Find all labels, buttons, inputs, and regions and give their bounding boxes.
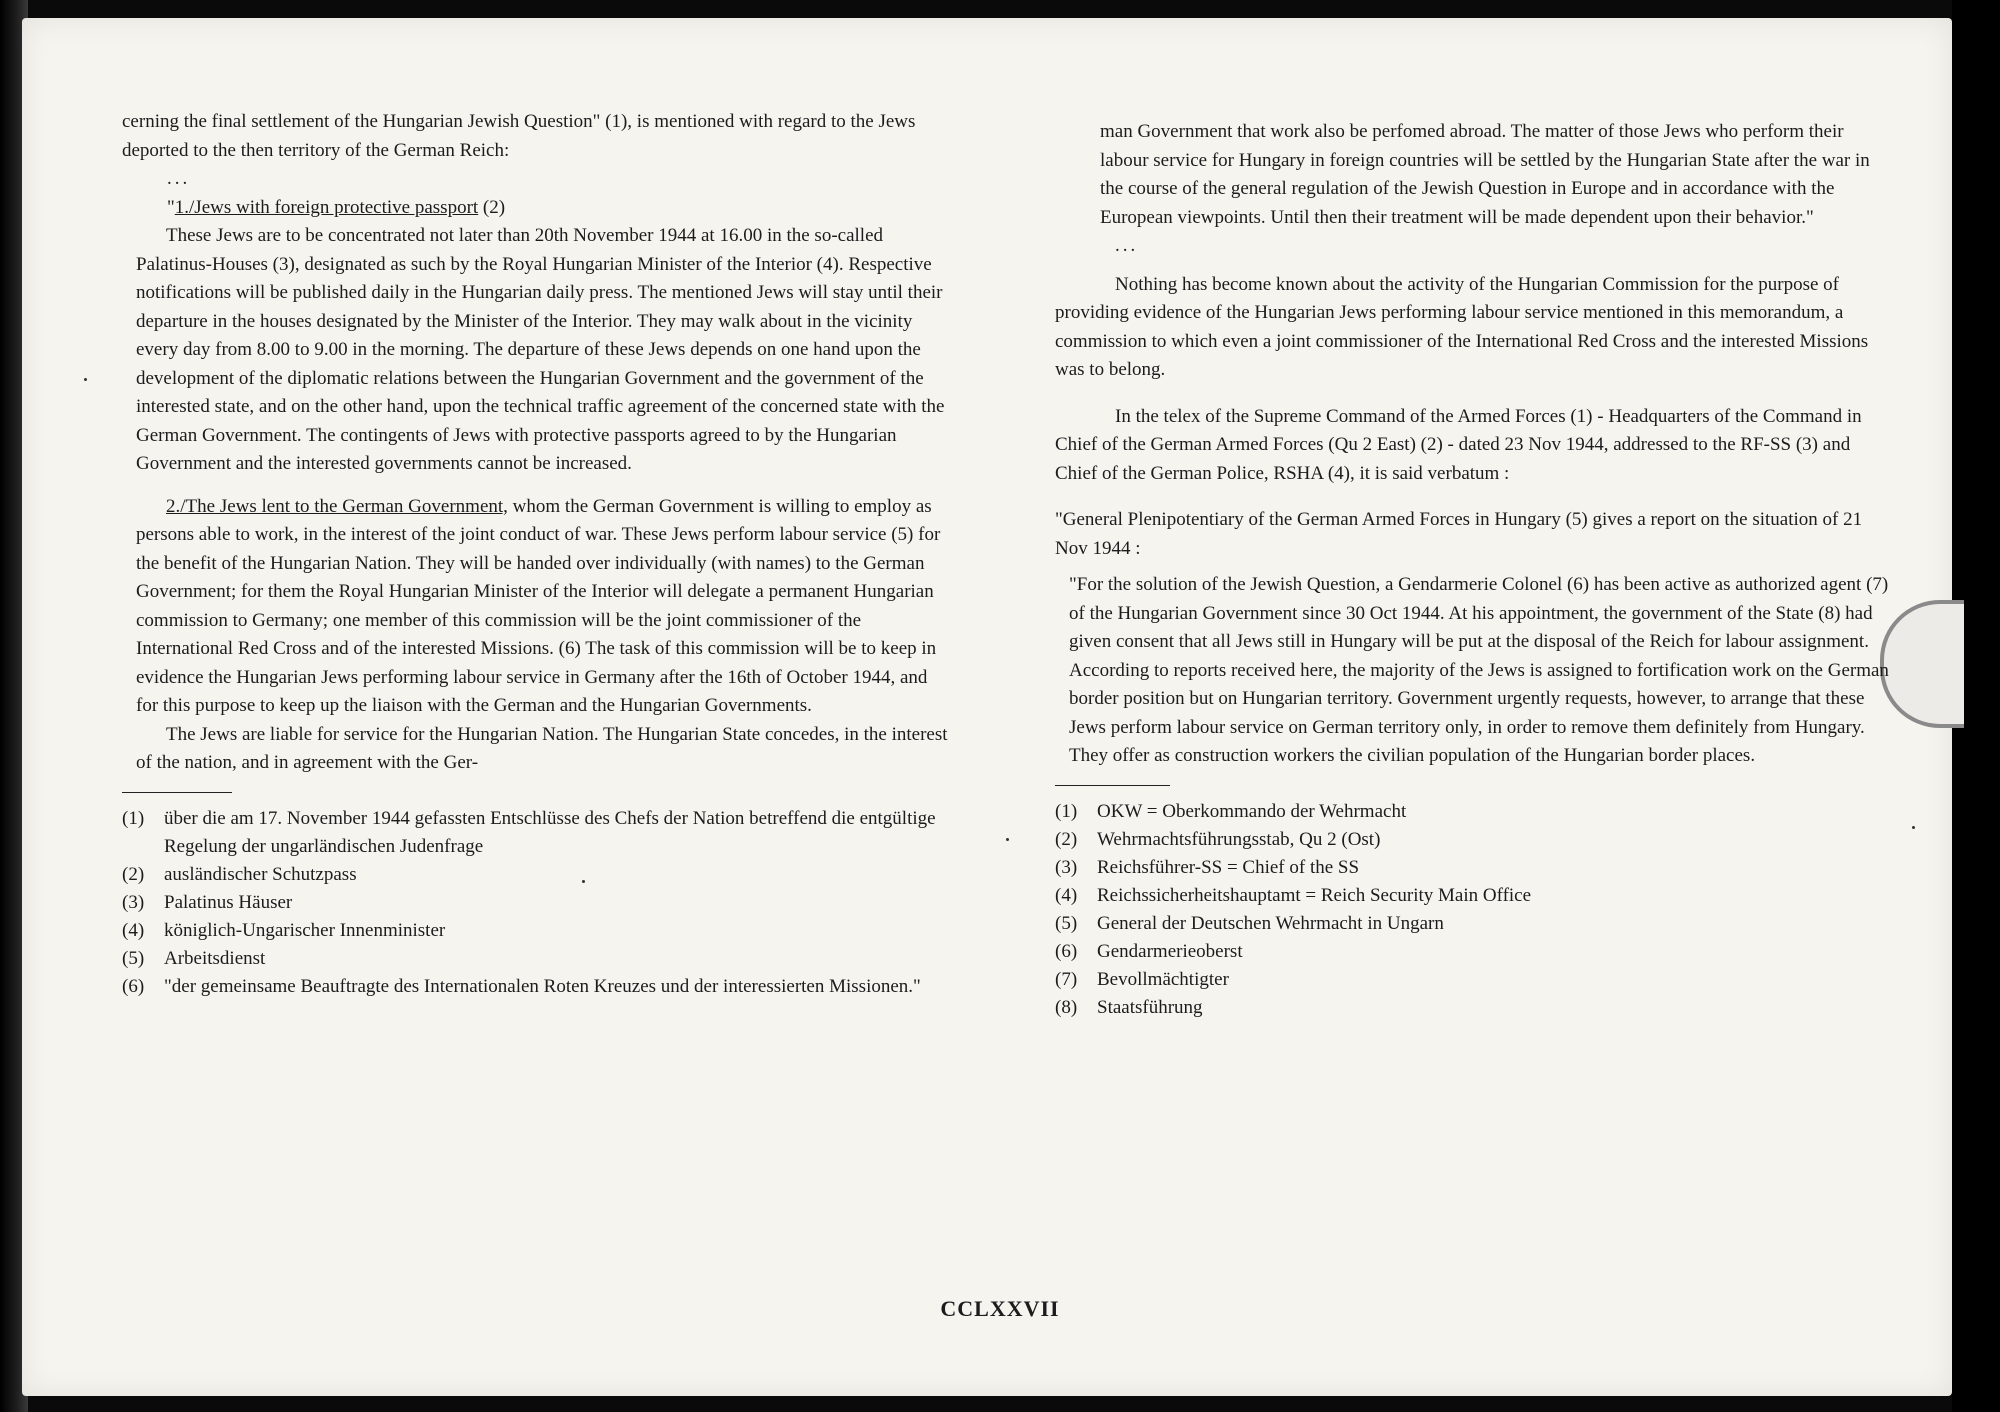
continuation-paragraph: man Government that work also be perfomed abroad. The matter of those Jews who perform their labour service for Hungary in foreign countries will be settled by the Hungarian State after the war in the course of the general regulation of the Jewish Question in Europe and in accordance with the European viewpoints. Until then their treatment will be made dependent upon their behavior." <box>1100 121 1870 228</box>
item1-heading-line <box>122 194 952 223</box>
commission-paragraph: Nothing has become known about the activity of the Hungarian Commission for the purpose of providing evidence of the Hungarian Jews performing labour service mentioned in this memorandum, a commission to which even a joint commissioner of the International Red Cross and the interested Missions was to belong. <box>1055 273 1869 380</box>
footnote-number: (5) <box>1055 912 1078 934</box>
item2-continuation: The Jews are liable for service for the Hungarian Nation. The Hungarian State concedes, in the interest of the nation, and in agreement with the Ger- <box>136 723 948 773</box>
left-footnotes <box>122 805 952 1001</box>
item2-heading: 2./The Jews lent to the German Government, <box>166 495 508 517</box>
footnote-number: (7) <box>1055 968 1078 990</box>
footnote-divider <box>122 792 232 793</box>
footnote-text: Reichsführer-SS = Chief of the SS <box>1097 856 1360 878</box>
footnote-text: königlich-Ungarischer Innenminister <box>164 919 446 941</box>
page-number: CCLXXVII <box>940 1296 1060 1321</box>
item1-heading: 1./Jews with foreign protective passport <box>174 196 479 218</box>
footnote <box>1055 910 1895 938</box>
footnote-text: ausländischer Schutzpass <box>164 863 357 885</box>
footnote <box>1055 938 1895 966</box>
item2-body: whom the German Government is willing to employ as persons able to work, in the interest of the joint conduct of war. These Jews perform labour service (5) for the benefit of the Hungarian Nation. They will be handed over individually (with names) to the German Government; for them the Royal Hungarian Minister of the Interior will delegate a permanent Hungarian commission to Germany; one member of this commission will be the joint commissioner of the International Red Cross and of the interested Missions. (6) The task of this commission will be to keep in evidence the Hungarian Jews performing labour service in Germany after the 16th of October 1944, and for this purpose to keep up the liaison with the German and the Hungarian Governments. <box>136 495 941 716</box>
footnote <box>122 973 952 1001</box>
scan-speck <box>84 378 87 381</box>
footnote <box>1055 798 1895 826</box>
scan-speck <box>1912 826 1915 829</box>
footnote-number: (5) <box>122 947 145 969</box>
footnote-text: "der gemeinsame Beauftragte des Internationalen Roten Kreuzes und der interessierten Missionen." <box>164 975 921 997</box>
footnote <box>122 945 952 973</box>
footnote-number: (3) <box>1055 856 1078 878</box>
footnote-text: über die am 17. November 1944 gefassten Entschlüsse des Chefs der Nation betreffend die entgültige Regelung der ungarländischen Judenfrage <box>164 807 936 857</box>
footnote-number: (6) <box>1055 940 1078 962</box>
footnote <box>1055 854 1895 882</box>
footnote-number: (3) <box>122 891 145 913</box>
footnote-text: General der Deutschen Wehrmacht in Ungarn <box>1097 912 1444 934</box>
footnote <box>122 917 952 945</box>
footnote-text: Bevollmächtigter <box>1097 968 1229 990</box>
quote-solution: "For the solution of the Jewish Question, a Gendarmerie Colonel (6) has been active as authorized agent (7) of the Hungarian Government since 30 Oct 1944. At his appointment, the government of the State (8) had given consent that all Jews still in Hungary will be put at the disposal of the Reich for labour assignment. According to reports received here, the majority of the Jews is assigned to fortification work on the German border position but on Hungarian territory. Government urgently requests, however, to arrange that these Jews perform labour service on German territory only, in order to remove them definitely from Hungary. They offer as construction workers the civilian population of the Hungarian border places. <box>1069 574 1889 766</box>
item1-ref: (2) <box>478 196 506 218</box>
right-column <box>1055 118 1895 1022</box>
footnote-number: (1) <box>1055 800 1078 822</box>
footnote-text: Arbeitsdienst <box>164 947 266 969</box>
item2-paragraph <box>122 493 952 721</box>
footnote-divider <box>1055 785 1170 786</box>
footnote-number: (4) <box>122 919 145 941</box>
footnote-text: Staatsführung <box>1097 996 1203 1018</box>
item1-body: These Jews are to be concentrated not later than 20th November 1944 at 16.00 in the so-called Palatinus-Houses (3), designated as such by the Royal Hungarian Minister of the Interior (4). Respective notifications will be published daily in the Hungarian daily press. The mentioned Jews will stay until their departure in the houses designated by the Minister of the Interior. They may walk about in the vicinity every day from 8.00 to 9.00 in the morning. The departure of these Jews depends on one hand upon the development of the diplomatic relations between the Hungarian Government and the government of the interested state, and on the other hand, upon the technical traffic agreement of the concerned state with the German Government. The contingents of Jews with protective passports agreed to by the Hungarian Government and the interested governments cannot be increased. <box>136 225 945 474</box>
footnote-number: (2) <box>1055 828 1078 850</box>
left-column <box>122 108 952 1001</box>
footnote-number: (4) <box>1055 884 1078 906</box>
footnote <box>122 861 952 889</box>
footnote <box>1055 994 1895 1022</box>
footnote <box>122 889 952 917</box>
footnote-text: Reichssicherheitshauptamt = Reich Security Main Office <box>1097 884 1532 906</box>
footnote <box>122 805 952 861</box>
footnote-text: Palatinus Häuser <box>164 891 293 913</box>
intro-paragraph: cerning the final settlement of the Hungarian Jewish Question" (1), is mentioned with regard to the Jews deported to the then territory of the German Reich: <box>122 111 916 161</box>
open-quote: " <box>167 196 175 218</box>
scan-speck <box>582 880 585 883</box>
footnote <box>1055 882 1895 910</box>
footnote-number: (2) <box>122 863 145 885</box>
ellipsis: ... <box>1115 235 1139 256</box>
quote-report: "General Plenipotentiary of the German Armed Forces in Hungary (5) gives a report on the situation of 21 Nov 1944 : <box>1055 509 1863 559</box>
telex-paragraph: In the telex of the Supreme Command of the Armed Forces (1) - Headquarters of the Command in Chief of the German Armed Forces (Qu 2 East) (2) - dated 23 Nov 1944, addressed to the RF-SS (3) and Chief of the German Police, RSHA (4), it is said verbatum : <box>1055 405 1862 484</box>
footnote-text: OKW = Oberkommando der Wehrmacht <box>1097 800 1407 822</box>
footnote <box>1055 826 1895 854</box>
ellipsis: ... <box>167 168 191 189</box>
right-footnotes <box>1055 798 1895 1022</box>
footnote-text: Wehrmachtsführungsstab, Qu 2 (Ost) <box>1097 828 1381 850</box>
footnote-number: (1) <box>122 807 145 829</box>
scan-speck <box>1006 838 1009 841</box>
footnote-text: Gendarmerieoberst <box>1097 940 1243 962</box>
footnote-number: (8) <box>1055 996 1078 1018</box>
footnote-number: (6) <box>122 975 145 997</box>
footnote <box>1055 966 1895 994</box>
